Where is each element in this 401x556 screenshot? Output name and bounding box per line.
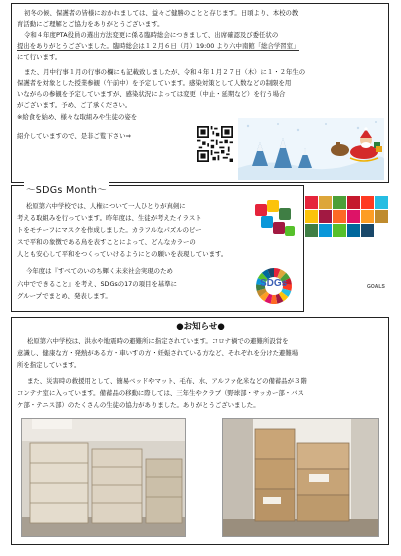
greeting-line-7: 保護者を対象とした授業参観（午前中）を予定しています。感染対策として人数などの制限を用 bbox=[17, 79, 292, 87]
sdg-goal-tile bbox=[305, 210, 318, 223]
puzzle-piece bbox=[267, 200, 279, 212]
stockpile-photo-1 bbox=[21, 418, 186, 537]
notice-line-2: 意識し、健康な方・発熱がある方・車いすの方・妊娠されている方など、それぞれを分けた避難場 bbox=[17, 349, 299, 357]
greeting-line-3: 令和４年度PTA役員の選出方法変更に係る臨時総会につきまして、出席確認及び委任状の bbox=[24, 31, 279, 39]
puzzle-piece bbox=[261, 216, 273, 228]
sdg-goal-tile bbox=[333, 196, 346, 209]
notice-line-4: また、災害時の救援用として、簡易ベッドやマット、毛布、水、アルファ化米などの備蓄品が３階 bbox=[27, 377, 307, 385]
sdg-goal-tile bbox=[347, 210, 360, 223]
goals-label: GOALS bbox=[367, 284, 385, 290]
puzzle-piece bbox=[273, 222, 285, 234]
stockpile-photo-2 bbox=[222, 418, 379, 537]
greeting-line-10: ※給食を始め、様々な取組みや生徒の姿を bbox=[17, 113, 138, 121]
puzzle-bird-image bbox=[251, 196, 299, 248]
puzzle-piece bbox=[285, 226, 295, 236]
sdg-goal-tile bbox=[305, 196, 318, 209]
sdg-goal-tile bbox=[361, 224, 374, 237]
sdgs-line-1: 松原第六中学校では、人権について一人ひとりが真剣に bbox=[26, 202, 186, 210]
sdg-goal-tile bbox=[319, 210, 332, 223]
sdg-goal-tile bbox=[375, 196, 388, 209]
sdg-goal-tile bbox=[375, 210, 388, 223]
greeting-line-1: 初冬の候、保護者の皆様におかれましては、益々ご健勝のことと存じます。日頃より、本校の教 bbox=[24, 9, 299, 17]
puzzle-piece bbox=[255, 204, 267, 216]
sdg-goal-tile bbox=[347, 224, 360, 237]
sdg-goal-tile bbox=[319, 224, 332, 237]
sdgs-line-4: スで平和の象徴である鳥を表すことによって、どんなカラーの bbox=[17, 238, 196, 246]
greeting-line-4-text: 提出をありがとうございました。臨時総会は１２月６日（月）19:00 より六中南館「総合学習室」 bbox=[17, 42, 300, 50]
greeting-line-2: 育活動にご理解とご協力をありがとうございます。 bbox=[17, 20, 164, 28]
sdg-goal-tile bbox=[361, 196, 374, 209]
sdgs-line-5: 人とも安心して平和をつくっていけるようにとの願いを表現しています。 bbox=[17, 250, 228, 258]
cardboard-boxes-image bbox=[22, 419, 186, 537]
sdg-goal-tile bbox=[347, 196, 360, 209]
sdg-goal-tile bbox=[333, 224, 346, 237]
sdgs-line-3: トをモチーフにマスクを作成しました。カラフルなパズルのピー bbox=[17, 226, 202, 234]
sdg-goal-tile bbox=[319, 196, 332, 209]
sdg-goal-tile bbox=[361, 210, 374, 223]
sdgs-line-7: 六中でできること』を考え、SDGsの17の項目を基準に bbox=[17, 280, 177, 288]
sdgs-line-6: 今年度は『すべてのいのち輝く未来社会実現のため bbox=[26, 267, 173, 275]
sdgs-line-8: グループでまとめ、発表します。 bbox=[17, 292, 112, 300]
greeting-line-5: にて行います。 bbox=[17, 53, 62, 61]
notice-title: ●お知らせ● bbox=[176, 322, 225, 332]
greeting-line-9: がございます。予め、ご了承ください。 bbox=[17, 101, 132, 109]
greeting-line-11: 紹介していますので、是非ご覧下さい⇒ bbox=[17, 132, 131, 140]
storage-room-image bbox=[223, 419, 379, 537]
notice-line-6: ケ部・テニス部）のたくさんの生徒の協力がありました。ありがとうございました。 bbox=[17, 401, 260, 409]
sdgs-title: ～SDGs Month～ bbox=[24, 182, 109, 196]
greeting-line-4 bbox=[17, 41, 299, 52]
sdgs-logo-text: SDGs bbox=[260, 278, 288, 289]
notice-line-5: コンテナ室に入っています。備蓄品の移動に際しては、三年生やクラブ（野球部・サッカー部・バス bbox=[17, 389, 304, 397]
qr-code-icon[interactable] bbox=[197, 126, 233, 162]
sdgs-line-2: 考える取組みを行っています。昨年度は、生徒が考えたイラスト bbox=[17, 214, 202, 222]
notice-line-3: 所を指定しています。 bbox=[17, 361, 81, 369]
notice-line-1: 松原第六中学校は、洪水や地震時の避難所に指定されています。コロナ禍での避難所設営を bbox=[27, 337, 289, 345]
sdgs-logo bbox=[246, 264, 302, 308]
sdg-goal-tile bbox=[333, 210, 346, 223]
greeting-line-8: いながらの参観を予定していますが、感染状況によっては変更（中止・延期など）を行う場合 bbox=[17, 90, 286, 98]
sdg-goals-grid bbox=[305, 196, 387, 304]
winter-santa-illustration bbox=[238, 118, 384, 180]
greeting-line-6: また、月中行事１月の行事の欄にも記載致しましたが、令和４年１月２７日（木）に１・２年生の bbox=[24, 68, 306, 76]
sdg-goal-tile bbox=[305, 224, 318, 237]
puzzle-piece bbox=[279, 208, 291, 220]
